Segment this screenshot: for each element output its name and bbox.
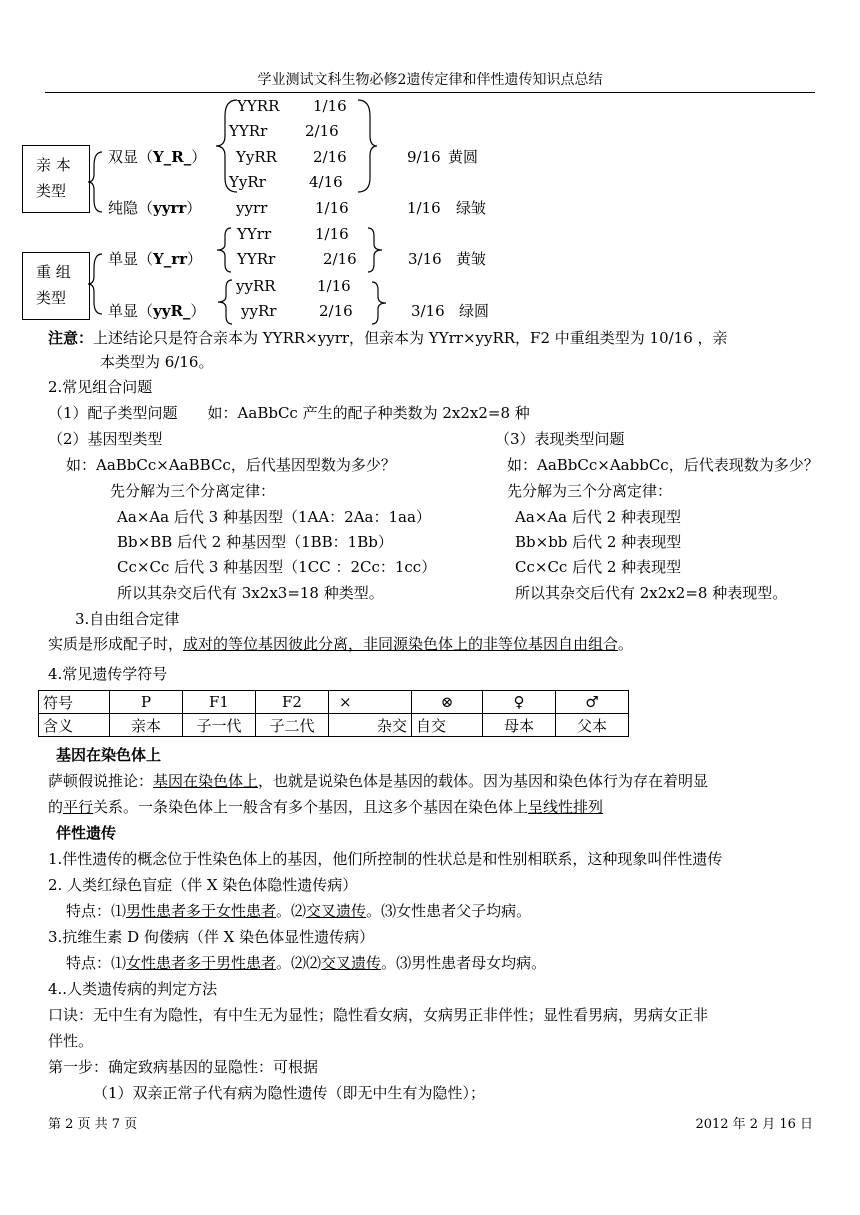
meaning-cell: 父本: [556, 714, 629, 737]
single-dom-b-phenotype: 绿圆: [459, 302, 490, 320]
b-genotype-2: yyRr: [241, 302, 277, 320]
color-blindness-features: 特点：⑴男性患者多于女性患者。⑵交叉遗传。⑶女性患者父子均病。: [66, 902, 532, 920]
recessive-sum: 1/16: [407, 199, 441, 217]
genotype-line-2: Bb×BB 后代 2 种基因型（1BB：1Bb）: [117, 533, 393, 551]
sutton-paragraph-line-2: 的平行关系。一条染色体上一般含有多个基因，且这多个基因在染色体上呈线性排列: [48, 798, 604, 816]
mnemonic-line-2: 伴性。: [48, 1032, 94, 1050]
meaning-cell: 子二代: [256, 714, 329, 737]
header-rule: [45, 92, 815, 93]
dom-genotype-2: YYRr: [229, 122, 268, 140]
recomb-box-label-1: 重 组: [36, 263, 71, 281]
a-genotype-1: YYrr: [237, 225, 272, 243]
meaning-cell: 亲本: [110, 714, 183, 737]
single-dom-b-brace: [204, 278, 234, 326]
genotype-title: （2）基因型类型: [48, 430, 163, 448]
color-blindness-title: 2. 人类红绿色盲症（伴 X 染色体隐性遗传病）: [48, 876, 358, 894]
genotype-question: 如：AaBbCc×AaBBCc，后代基因型数为多少？: [66, 456, 396, 474]
chromosome-section-title: 基因在染色体上: [56, 746, 162, 764]
phenotype-title: （3）表现类型问题: [495, 430, 625, 448]
step-one-rule-1: （1）双亲正常子代有病为隐性遗传（即无中生有为隐性）；: [93, 1084, 486, 1102]
symbol-row: [39, 691, 629, 714]
rec-genotype: yyrr: [236, 199, 268, 217]
meaning-cell: 子一代: [183, 714, 256, 737]
sex-linked-definition: 1.伴性遗传的概念位于性染色体上的基因，他们所控制的性状总是和性别相联系，这种现象叫伴性遗传: [48, 850, 723, 868]
a-ratio-2: 2/16: [323, 250, 357, 268]
symbol-cell: F1: [183, 691, 256, 714]
single-dom-b-label: 单显（yyR_）: [108, 302, 206, 320]
note-line-2: 本类型为 6/16。: [100, 353, 214, 371]
independent-assortment-essence: 实质是形成配子时，成对的等位基因彼此分离，非同源染色体上的非等位基因自由组合。: [48, 635, 634, 653]
genetics-symbol-table: [38, 690, 629, 737]
meaning-row: [39, 714, 629, 737]
symbol-cell: ×: [329, 691, 412, 714]
single-dom-a-brace: [203, 226, 233, 274]
parental-box-label-1: 亲 本: [36, 156, 71, 174]
sex-linked-title: 伴性遗传: [56, 824, 117, 842]
genotype-intro: 先分解为三个分离定律：: [110, 482, 276, 500]
page-header-title: 学业测试文科生物必修2遗传定律和伴性遗传知识点总结: [257, 72, 603, 88]
sutton-paragraph-line-1: 萨顿假说推论：基因在染色体上，也就是说染色体是基因的载体。因为基因和染色体行为存在着明显: [48, 772, 709, 790]
single-dom-b-sum: 3/16: [411, 302, 445, 320]
phenotype-line-1: Aa×Aa 后代 2 种表现型: [515, 508, 681, 526]
single-dom-b-sum-brace: [370, 280, 390, 326]
recessive-label: 纯隐（yyrr）: [108, 199, 202, 217]
recombinant-left-brace: [88, 252, 108, 316]
single-dom-a-phenotype: 黄皱: [456, 250, 487, 268]
b-ratio-2: 2/16: [319, 302, 353, 320]
dom-genotype-4: YyRr: [229, 173, 266, 191]
phenotype-line-2: Bb×bb 后代 2 种表现型: [515, 533, 682, 551]
genotype-line-3: Cc×Cc 后代 3 种基因型（1CC ：2Cc：1cc）: [117, 558, 437, 576]
meaning-cell: 杂交: [329, 714, 412, 737]
symbol-cell: 符号: [39, 691, 110, 714]
dom-ratio-1: 1/16: [313, 97, 347, 115]
phenotype-question: 如：AaBbCc×AabbCc，后代表现数为多少？: [507, 456, 819, 474]
meaning-cell: 自交: [412, 714, 483, 737]
phenotype-line-3: Cc×Cc 后代 2 种表现型: [515, 558, 682, 576]
dominant-sum: 9/16: [407, 148, 441, 166]
rec-ratio: 1/16: [315, 199, 349, 217]
section-4-title: 4.常见遗传学符号: [48, 665, 168, 683]
page-number: 第 2 页 共 7 页: [48, 1117, 138, 1132]
single-dom-a-label: 单显（Y_rr）: [108, 250, 203, 268]
section-3-title: 3.自由组合定律: [75, 610, 180, 628]
a-ratio-1: 1/16: [315, 225, 349, 243]
document-date: 2012 年 2 月 16 日: [695, 1117, 813, 1132]
genotype-line-1: Aa×Aa 后代 3 种基因型（1AA：2Aa：1aa）: [117, 508, 431, 526]
genotype-line-4: 所以其杂交后代有 3x2x3=18 种类型。: [117, 584, 384, 602]
symbol-cell: ♀: [483, 691, 556, 714]
dominant-phenotype: 黄圆: [448, 148, 479, 166]
phenotype-line-4: 所以其杂交后代有 2x2x2=8 种表现型。: [515, 584, 788, 602]
dom-genotype-1: YYRR: [237, 97, 280, 115]
parental-box-label-2: 类型: [36, 182, 67, 200]
phenotype-intro: 先分解为三个分离定律：: [507, 482, 673, 500]
section-2-title: 2.常见组合问题: [48, 378, 153, 396]
note-line-1: 注意：上述结论只是符合亲本为 YYRR×yyrr，但亲本为 YYrr×yyRR，F2 中重组类型为 10/16 ，亲: [48, 329, 728, 347]
dom-ratio-3: 2/16: [313, 148, 347, 166]
disease-judgement-title: 4..人类遗传病的判定方法: [48, 980, 218, 998]
recomb-box-label-2: 类型: [36, 289, 67, 307]
gamete-question: （1）配子类型问题 如：AaBbCc 产生的配子种类数为 2x2x2=8 种: [48, 404, 530, 422]
single-dom-a-sum-brace: [366, 226, 386, 274]
parental-left-brace: [88, 150, 108, 214]
a-genotype-2: YYRr: [237, 250, 276, 268]
meaning-cell: 含义: [39, 714, 110, 737]
b-genotype-1: yyRR: [236, 277, 276, 295]
dominant-sum-brace: [356, 98, 378, 194]
dom-ratio-2: 2/16: [305, 122, 339, 140]
rickets-title: 3.抗维生素 D 佝偻病（伴 X 染色体显性遗传病）: [48, 928, 375, 946]
symbol-cell: F2: [256, 691, 329, 714]
single-dom-a-sum: 3/16: [408, 250, 442, 268]
dom-genotype-3: YyRR: [236, 148, 277, 166]
recessive-phenotype: 绿皱: [456, 199, 487, 217]
dom-ratio-4: 4/16: [309, 173, 343, 191]
symbol-cell: ⊗: [412, 691, 483, 714]
dominant-label: 双显（Y_R_）: [108, 148, 207, 166]
mnemonic-line-1: 口诀：无中生有为隐性，有中生无为显性；隐性看女病，女病男正非伴性；显性看男病，男病女正非: [48, 1006, 709, 1024]
rickets-features: 特点：⑴女性患者多于男性患者。⑵⑵交叉遗传。⑶男性患者母女均病。: [66, 954, 547, 972]
symbol-cell: P: [110, 691, 183, 714]
meaning-cell: 母本: [483, 714, 556, 737]
symbol-cell: ♂: [556, 691, 629, 714]
step-one: 第一步：确定致病基因的显隐性：可根据: [48, 1058, 319, 1076]
b-ratio-1: 1/16: [317, 277, 351, 295]
